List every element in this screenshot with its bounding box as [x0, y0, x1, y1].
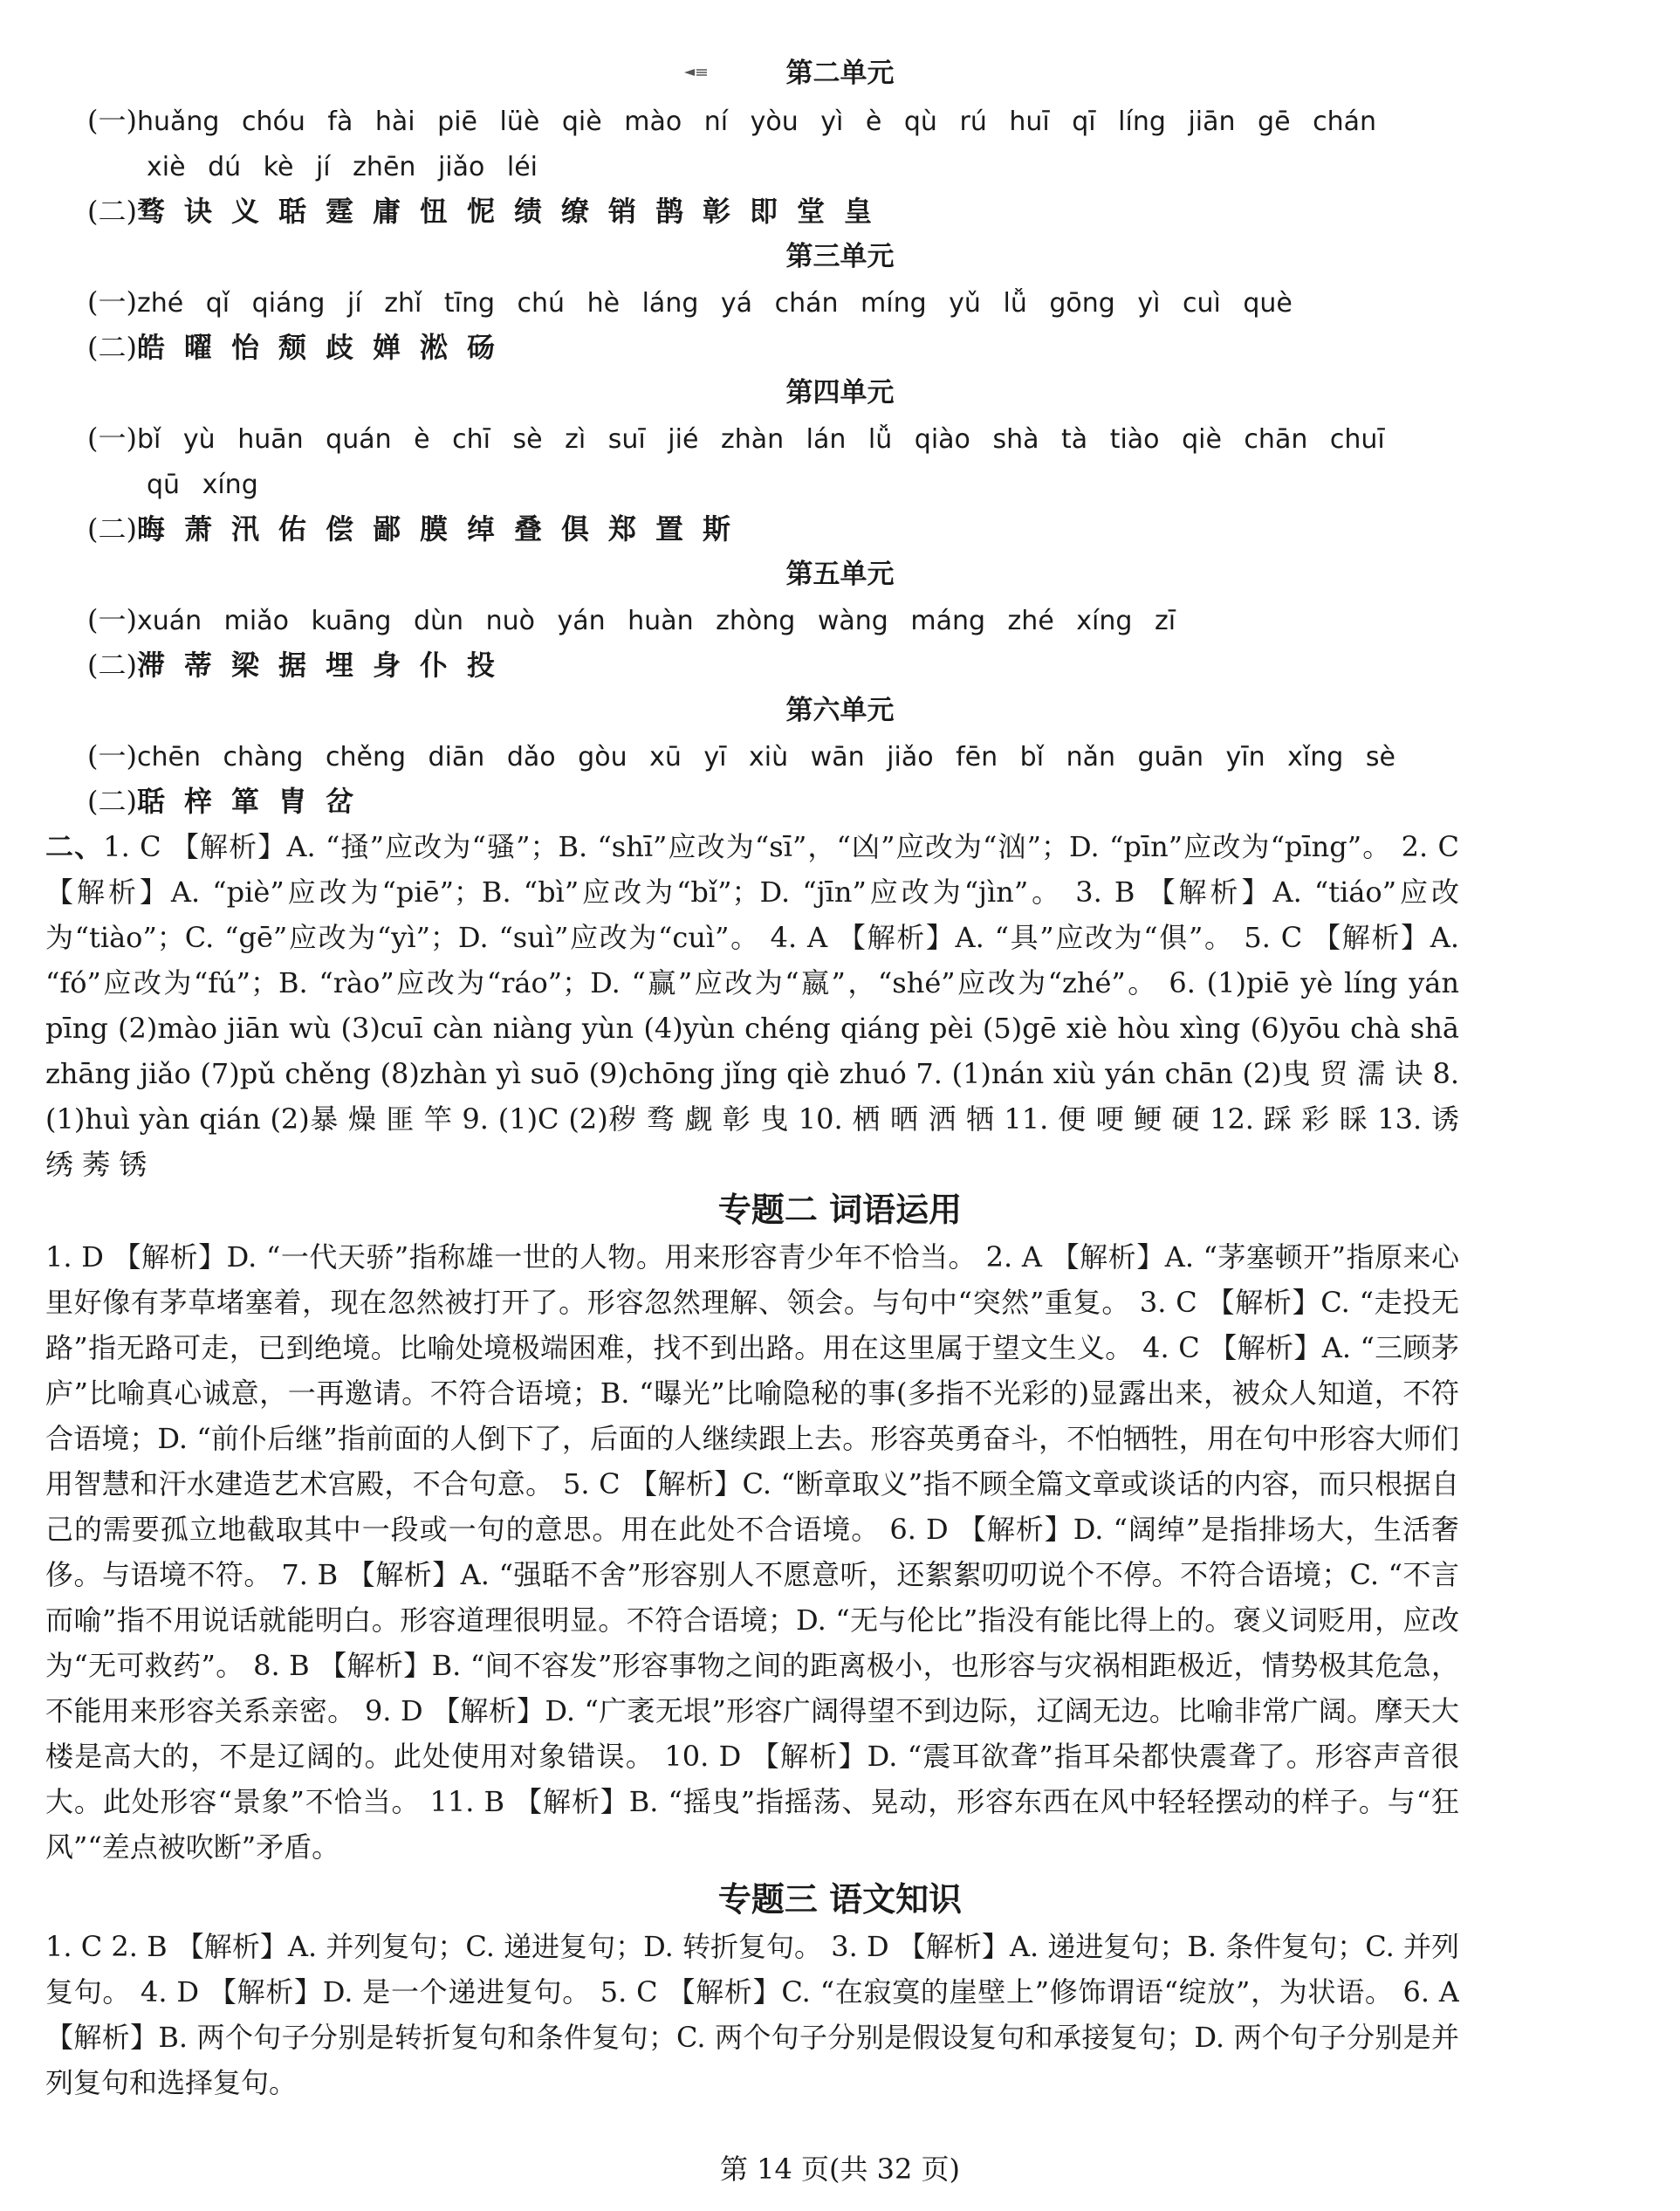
unit-line: (一)huǎng chóu fà hài piē lüè qiè mào ní yòu yì è qù rú huī qī líng jiān gē chán — [87, 104, 1376, 137]
section-two-answers: 二、1. C 【解析】A. “掻”应改为“骚”；B. “shī”应改为“sī”，“凶”应改为“汹”；D. “pīn”应改为“pīng”。 2. C 【解析】A. “piè”应改为“piē”；B. “bì”应改为“bǐ”；D. “jīn”应改为“jìn”。 3. B 【解析】A. “tiáo”应改为“tiào”；C. “gē”应改为“yì”；D. “suì”应改为“cuì”。 4. A 【解析】A. “具”应改为“俱”。 5. C 【解析】A. “fó”应改为“fú”；B. “rào”应改为“ráo”；D. “赢”应改为“嬴”，“shé”应改为“zhé”。 6. (1)piē yè líng yán pīng (2)mào jiān wù (3)cuī càn niàng yùn (4)yùn chéng qiáng pèi (5)gē xiè hòu xìng (6)yōu chà shā zhāng jiǎo (7)pǔ chěng (8)zhàn yì suō (9)chōng jǐng qiè zhuó 7. (1)nán xiù yán chān (2)曳 贸 濡 诀 8. (1)huì yàn qián (2)暴 燥 匪 竿 9. (1)C (2)秽 骛 觑 彰 曳 10. 栖 晒 洒 牺 11. 便 哽 鲠 硬 12. 踩 彩 睬 13. 诱 绣 莠 锈 — [45, 830, 1459, 1181]
unit-line: (一)bǐ yù huān quán è chī sè zì suī jié zhàn lán lǚ qiào shà tà tiào qiè chān chuī — [87, 422, 1385, 455]
topic-title: 专题二 词语运用 — [717, 1191, 963, 1229]
unit-line: (二)聒梓箪胄岔 — [87, 785, 373, 818]
topic-three-answers: 1. C 2. B 【解析】A. 并列复句；C. 递进复句；D. 转折复句。 3. D 【解析】A. 递进复句；B. 条件复句；C. 并列复句。 4. D 【解析】D. 是一个递进复句。 5. C 【解析】C. “在寂寞的崖壁上”修饰谓语“绽放”，为状语。 6. A 【解析】B. 两个句子分别是转折复句和条件复句；C. 两个句子分别是假设复句和承接复句；D. 两个句子分别是并列复句和选择复句。 — [45, 1930, 1459, 2099]
unit-line: (二)晦萧汛佑偿鄙膜绰叠俱郑置斯 — [87, 512, 750, 546]
unit-line: (一)zhé qǐ qiáng jí zhǐ tīng chú hè láng yá chán míng yǔ lǚ gōng yì cuì què — [87, 285, 1293, 319]
unit-title: 第四单元 — [785, 377, 895, 409]
unit-line: qū xíng — [147, 470, 258, 500]
topic-title: 专题三 语文知识 — [717, 1880, 963, 1919]
topic-two-answers: 1. D 【解析】D. “一代天骄”指称雄一世的人物。用来形容青少年不恰当。 2. A 【解析】A. “茅塞顿开”指原来心里好像有茅草堵塞着，现在忽然被打开了。形容忽然理解、领会。与句中“突然”重复。 3. C 【解析】C. “走投无路”指无路可走，已到绝境。比喻处境极端困难，找不到出路。用在这里属于望文生义。 4. C 【解析】A. “三顾茅庐”比喻真心诚意，一再邀请。不符合语境；B. “曝光”比喻隐秘的事(多指不光彩的)显露出来，被众人知道，不符合语境；D. “前仆后继”指前面的人倒下了，后面的人继续跟上去。形容英勇奋斗，不怕牺牲，用在句中形容大师们用智慧和汗水建造艺术宫殿，不合句意。 5. C 【解析】C. “断章取义”指不顾全篇文章或谈话的内容，而只根据自己的需要孤立地截取其中一段或一句的意思。用在此处不合语境。 6. D 【解析】D. “阔绰”是指排场大，生活奢侈。与语境不符。 7. B 【解析】A. “强聒不舍”形容别人不愿意听，还絮絮叨叨说个不停。不符合语境；C. “不言而喻”指不用说话就能明白。形容道理很明显。不符合语境；D. “无与伦比”指没有能比得上的。褒义词贬用，应改为“无可救药”。 8. B 【解析】B. “间不容发”形容事物之间的距离极小，也形容与灾祸相距极近，情势极其危急，不能用来形容关系亲密。 9. D 【解析】D. “广袤无垠”形容广阔得望不到边际，辽阔无边。比喻非常广阔。摩天大楼是高大的，不是辽阔的。此处使用对象错误。 10. D 【解析】D. “震耳欲聋”指耳朵都快震聋了。形容声音很大。此处形容“景象”不恰当。 11. B 【解析】B. “摇曳”指摇荡、晃动，形容东西在风中轻轻摆动的样子。与“狂风”“差点被吹断”矛盾。 — [45, 1240, 1459, 1864]
unit-line: (一)chēn chàng chěng diān dǎo gòu xū yī xiù wān jiǎo fēn bǐ nǎn guān yīn xǐng sè — [87, 739, 1395, 772]
unit-line: (二)骛诀义聒霆庸忸怩绩缭销鹊彰即堂皇 — [87, 195, 891, 228]
unit-line: (二)滞蒂梁据埋身仆投 — [87, 649, 514, 682]
page-footer: 第 14 页(共 32 页) — [719, 2153, 961, 2186]
unit-title: 第二单元 — [785, 58, 895, 89]
unit-title: 第三单元 — [785, 241, 895, 272]
unit-title: 第六单元 — [785, 695, 895, 726]
unit-line: (一)xuán miǎo kuāng dùn nuò yán huàn zhòng wàng máng zhé xíng zī — [87, 603, 1176, 636]
unit-line: xiè dú kè jí zhēn jiǎo léi — [147, 152, 538, 182]
unit-line: (二)皓曜怡颓歧婵淞砀 — [87, 331, 514, 364]
unit-title: 第五单元 — [785, 559, 895, 590]
